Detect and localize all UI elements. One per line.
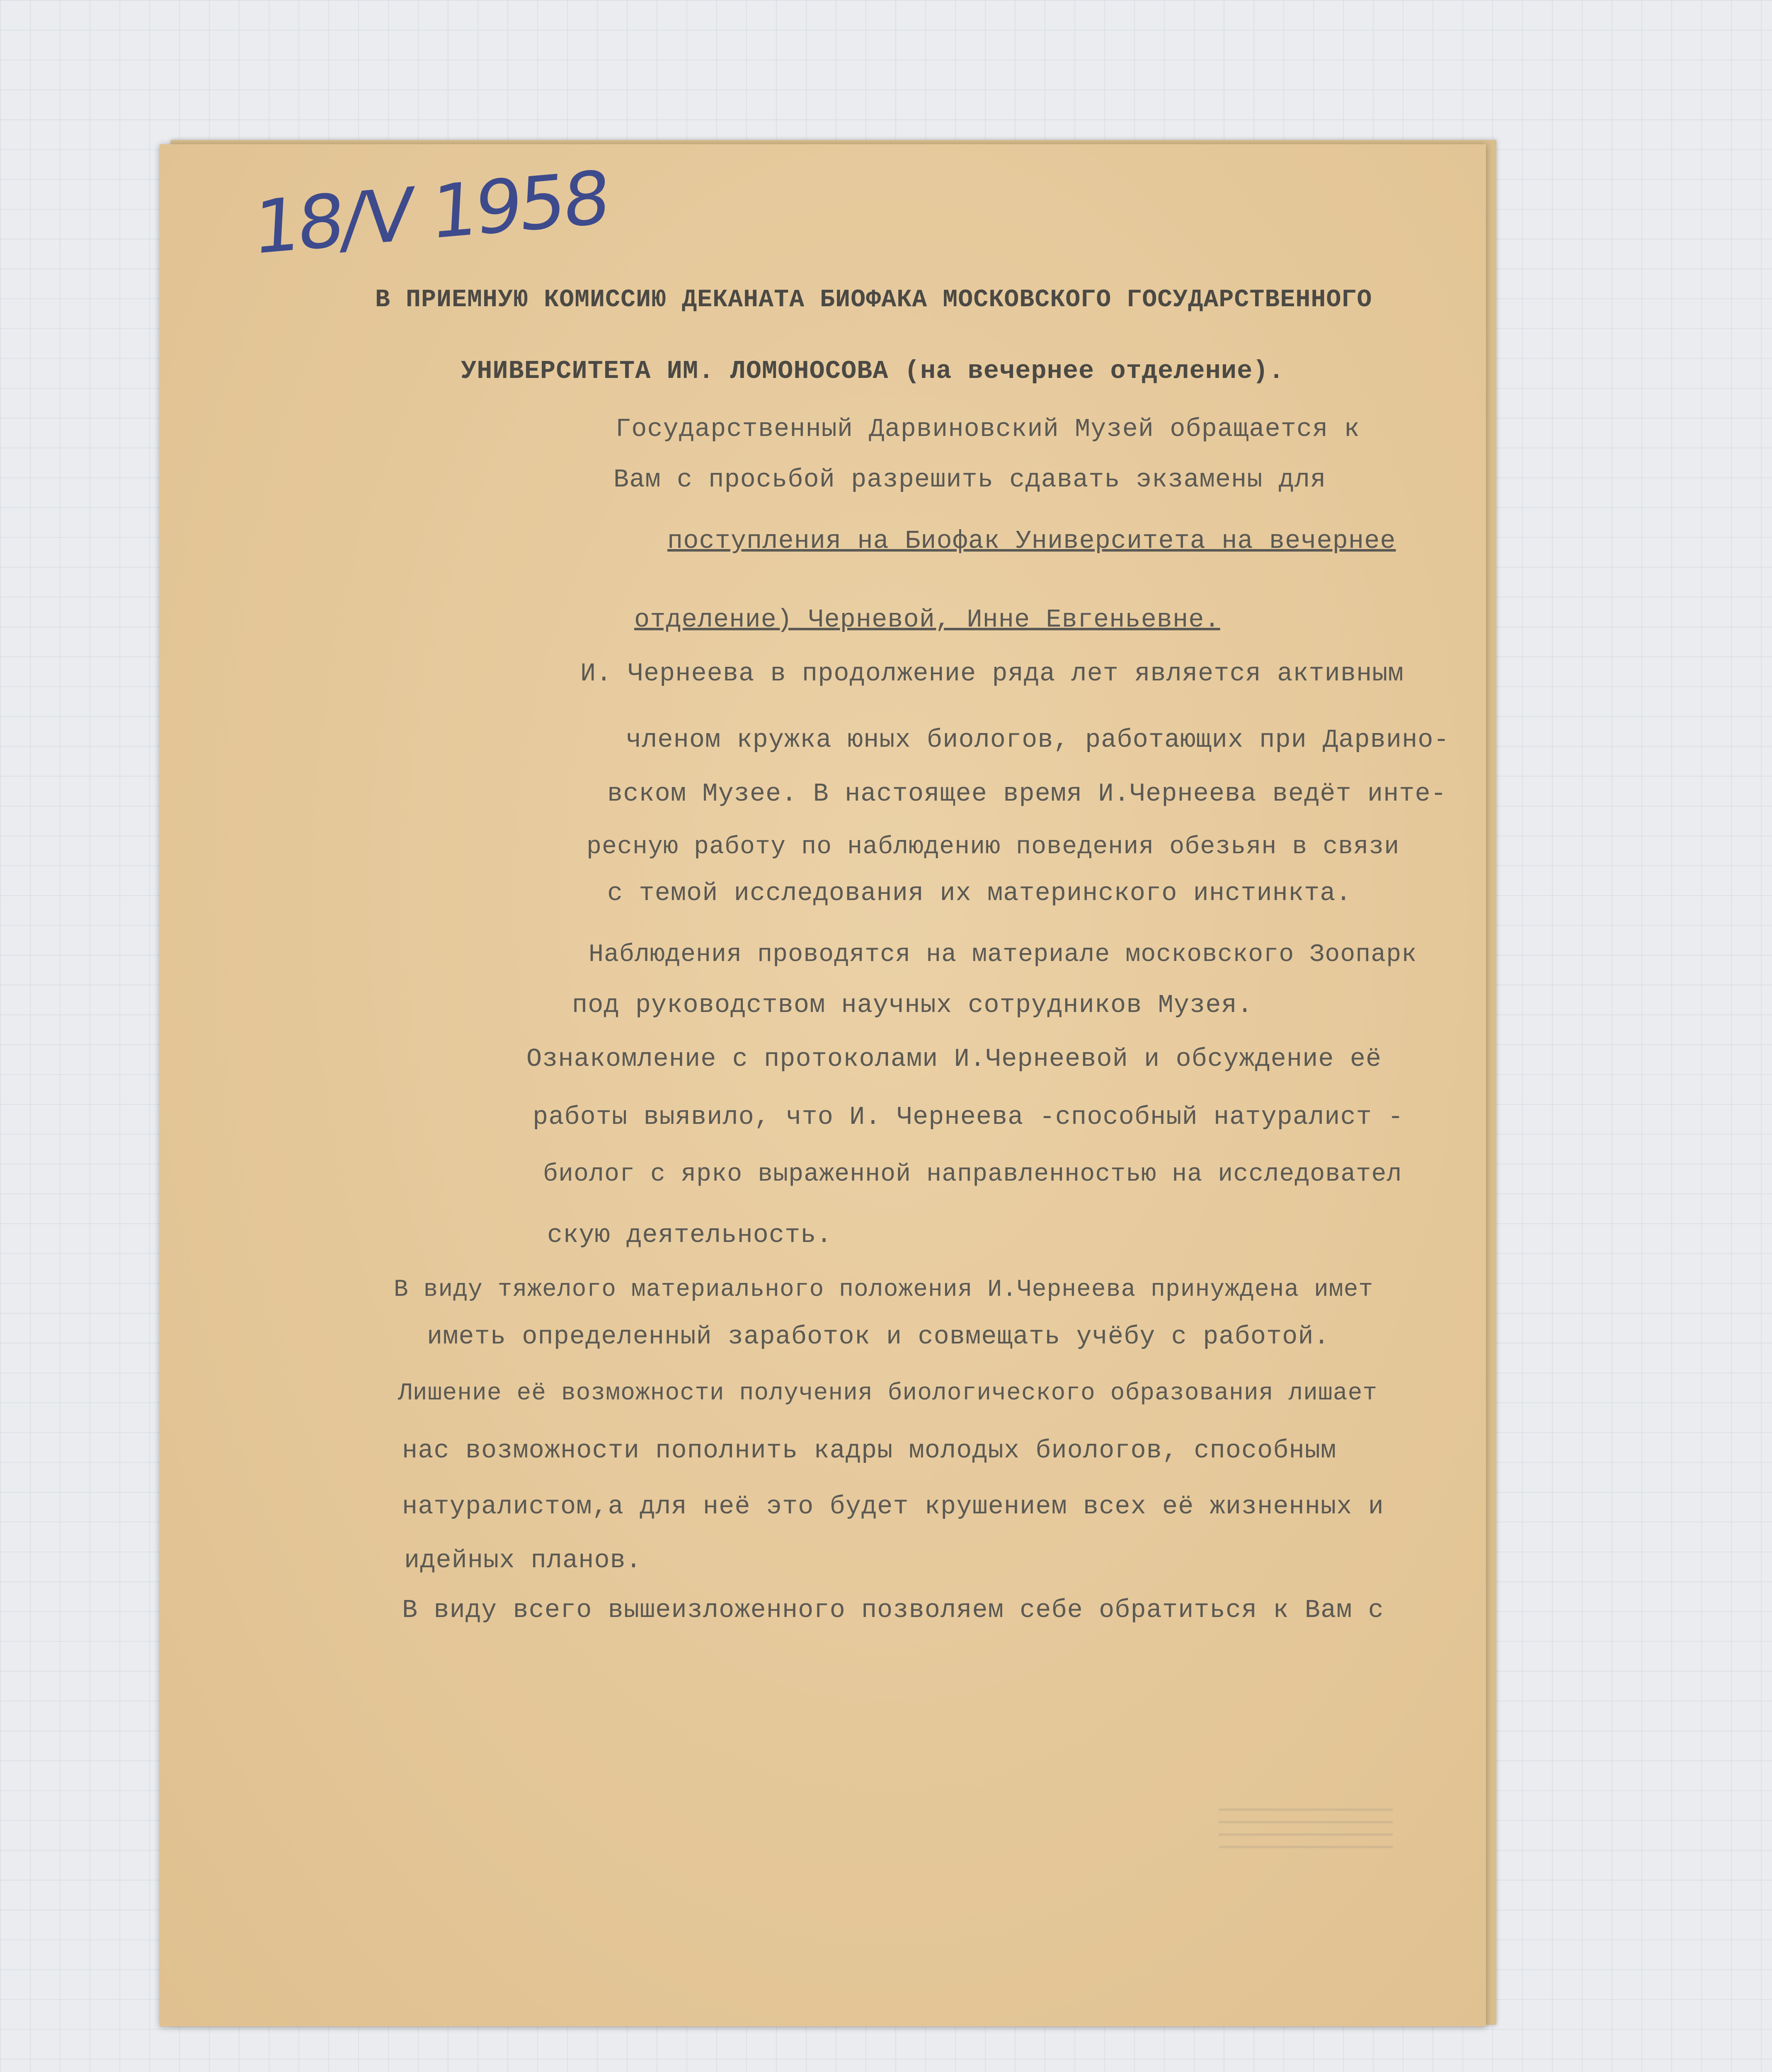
faint-stamp-mark <box>1219 1798 1393 1848</box>
handwritten-date: 18/V 1958 <box>251 155 609 271</box>
body-line: Вам с просьбой разрешить сдавать экзамены для <box>613 465 1326 494</box>
body-line: натуралистом,а для неё это будет крушением всех её жизненных и <box>402 1492 1384 1521</box>
body-line: с темой исследования их материнского инстинкта. <box>607 879 1352 908</box>
body-line: И. Чернеева в продолжение ряда лет является активным <box>580 659 1404 688</box>
body-line: отделение) Черневой, Инне Евгеньевне. <box>634 605 1220 634</box>
body-line: поступления на Биофак Университета на вечернее <box>667 526 1396 556</box>
body-line: Наблюдения проводятся на материале московского Зоопарк <box>589 941 1417 969</box>
body-line: идейных планов. <box>404 1546 642 1575</box>
body-line: Лишение её возможности получения биологического образования лишает <box>398 1380 1378 1407</box>
body-line: членом кружка юных биологов, работающих при Дарвино- <box>626 725 1450 755</box>
body-line: В виду всего вышеизложенного позволяем себе обратиться к Вам с <box>402 1595 1384 1625</box>
body-line: вском Музее. В настоящее время И.Чернеева ведёт инте- <box>607 779 1447 808</box>
body-line: Государственный Дарвиновский Музей обращается к <box>616 414 1360 444</box>
body-line: В виду тяжелого материального положения И.Чернеева принуждена имет <box>394 1276 1374 1303</box>
body-line: работы выявило, что И. Чернеева -способный натуралист - <box>533 1102 1404 1132</box>
body-line: иметь определенный заработок и совмещать учёбу с работой. <box>427 1322 1330 1351</box>
body-line: Ознакомление с протоколами И.Чернеевой и обсуждение её <box>526 1044 1382 1074</box>
body-line: биолог с ярко выраженной направленностью на исследовател <box>543 1160 1402 1188</box>
heading-line-1: В ПРИЕМНУЮ КОМИССИЮ ДЕКАНАТА БИОФАКА МОСКОВСКОГО ГОСУДАРСТВЕННОГО <box>375 286 1372 314</box>
body-line: ресную работу по наблюдению поведения обезьян в связи <box>587 833 1400 861</box>
body-line: нас возможности пополнить кадры молодых биологов, способным <box>402 1436 1337 1465</box>
body-line: скую деятельность. <box>547 1220 832 1250</box>
heading-line-2: УНИВЕРСИТЕТА ИМ. ЛОМОНОСОВА (на вечернее отделение). <box>461 356 1285 386</box>
body-line: под руководством научных сотрудников Музея. <box>572 990 1253 1020</box>
